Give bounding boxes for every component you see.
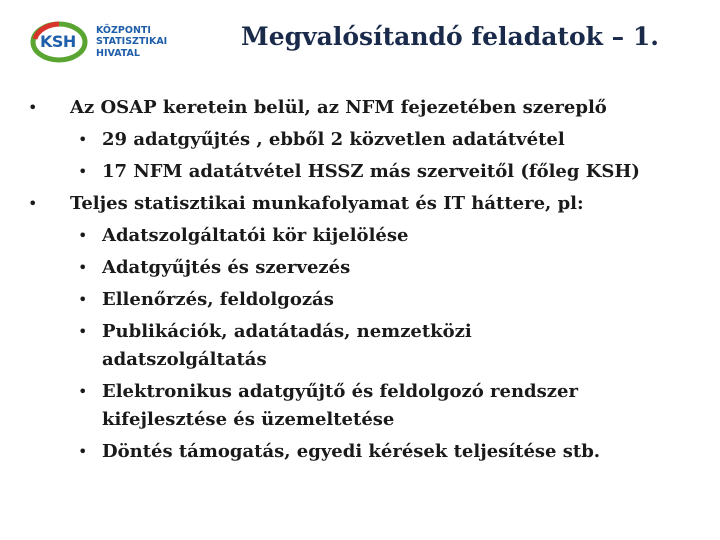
list-item-text: Adatgyűjtés és szervezés (102, 257, 351, 278)
list-item-text: Adatszolgáltatói kör kijelölése (102, 225, 409, 246)
list-item-text-line: Publikációk, adatátadás, nemzetközi (102, 321, 472, 342)
bullet-icon: • (28, 194, 38, 213)
list-item-text: 17 NFM adatátvétel HSSZ más szerveitől (főleg KSH) (102, 161, 640, 182)
bullet-list (28, 92, 698, 468)
list-item (28, 92, 698, 124)
list-item-text: 29 adatgyűjtés , ebből 2 közvetlen adatátvétel (102, 129, 565, 150)
ksh-logo-badge (30, 17, 92, 67)
bullet-icon: • (78, 226, 88, 245)
list-item-text: Teljes statisztikai munkafolyamat és IT háttere, pl: (70, 193, 584, 214)
list-item (28, 376, 698, 436)
bullet-icon: • (78, 322, 88, 341)
bullet-icon: • (78, 382, 88, 401)
bullet-icon: • (28, 98, 38, 117)
list-item (28, 156, 698, 188)
ksh-logo (30, 14, 180, 70)
list-item-text: Döntés támogatás, egyedi kérések teljesítése stb. (102, 441, 601, 462)
slide-title: Megvalósítandó feladatok – 1. (241, 22, 659, 51)
list-item-text-line: kifejlesztése és üzemeltetése (102, 409, 395, 430)
bullet-icon: • (78, 442, 88, 461)
bullet-icon: • (78, 290, 88, 309)
ksh-logo-wordmark (96, 25, 167, 60)
list-item (28, 316, 698, 376)
list-item (28, 188, 698, 220)
bullet-icon: • (78, 258, 88, 277)
list-item-text-line: adatszolgáltatás (102, 349, 267, 370)
ksh-logo-line: STATISZTIKAI (96, 36, 168, 48)
bullet-icon: • (78, 130, 88, 149)
bullet-icon: • (78, 162, 88, 181)
list-item-text: Ellenőrzés, feldolgozás (102, 289, 334, 310)
list-item (28, 436, 698, 468)
ksh-logo-line: KÖZPONTI (96, 24, 151, 36)
list-item (28, 124, 698, 156)
ksh-logo-badge-text: KSH (40, 32, 76, 51)
ksh-logo-line: HIVATAL (96, 47, 140, 59)
list-item (28, 284, 698, 316)
list-item (28, 252, 698, 284)
list-item-text: Az OSAP keretein belül, az NFM fejezetében szereplő (70, 97, 607, 118)
list-item-text-line: Elektronikus adatgyűjtő és feldolgozó rendszer (102, 381, 578, 402)
list-item (28, 220, 698, 252)
